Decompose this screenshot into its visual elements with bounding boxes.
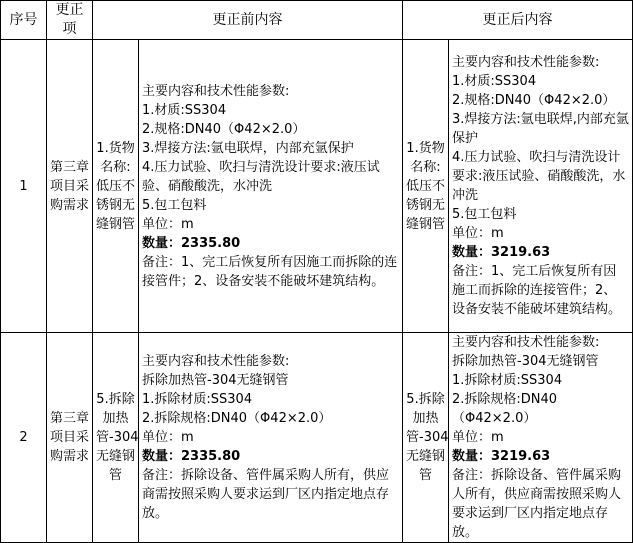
before-goods-name: 5.拆除加热管-304无缝钢管 — [93, 333, 139, 543]
content-line: 4.压力试验、吹扫与清洗设计要求:液压试验、硝酸酸洗，水冲洗 — [142, 159, 380, 194]
before-content — [139, 40, 403, 333]
correction-item: 第三章项目采购需求 — [47, 40, 93, 333]
remark-line: 备注：拆除设备、管件属采购人所有，供应商需按照采购人要求运到厂区内指定地点存放。 — [142, 468, 390, 521]
before-content — [139, 333, 403, 543]
row-number: 1 — [1, 40, 47, 333]
header-after: 更正后内容 — [403, 1, 633, 40]
content-line: 1.材质:SS304 — [452, 74, 537, 89]
content-line: 主要内容和技术性能参数: — [452, 55, 600, 70]
header-row — [1, 1, 633, 40]
content-line: 主要内容和技术性能参数: — [452, 335, 600, 350]
content-line: 3.焊接方法:氩电联焊,内部充氩保护 — [452, 112, 629, 146]
content-line: 3.焊接方法:氩电联焊，内部充氩保护 — [142, 140, 354, 156]
remark-line: 备注：1、完工后恢复所有因施工而拆除的连接管件；2、设备安装不能破坏建筑结构。 — [452, 264, 622, 317]
remark-line: 备注：1、完工后恢复所有因施工而拆除的连接管件；2、设备安装不能破坏建筑结构。 — [142, 254, 398, 289]
header-item: 更正项 — [47, 1, 93, 40]
after-goods-name: 5.拆除加热管-304无缝钢管 — [403, 333, 449, 543]
content-line: 1.材质:SS304 — [142, 102, 227, 118]
quantity-line: 数量：2335.80 — [142, 449, 241, 464]
content-line: 2.拆除规格:DN40（Φ42×2.0） — [142, 411, 332, 426]
quantity-line: 数量：3219.63 — [452, 449, 551, 464]
content-line: 单位：m — [142, 216, 194, 232]
content-line: 主要内容和技术性能参数: — [142, 83, 290, 99]
content-line: 拆除加热管-304无缝钢管 — [452, 354, 599, 369]
content-line: 拆除加热管-304无缝钢管 — [142, 373, 289, 388]
content-line: 4.压力试验、吹扫与清洗设计要求:液压试验、硝酸酸洗，水冲洗 — [452, 150, 626, 203]
after-content — [449, 333, 633, 543]
content-line: 2.拆除规格:DN40（Φ42×2.0） — [452, 392, 558, 426]
quantity-line: 数量：2335.80 — [142, 235, 241, 251]
content-line: 5.包工包料 — [142, 197, 207, 213]
content-line: 单位：m — [452, 226, 504, 241]
after-goods-name: 1.货物名称:低压不锈钢无缝钢管 — [403, 40, 449, 333]
content-line: 单位：m — [452, 430, 504, 445]
content-line: 2.规格:DN40（Φ42×2.0） — [452, 93, 616, 108]
header-no: 序号 — [1, 1, 47, 40]
row-number: 2 — [1, 333, 47, 543]
content-line: 主要内容和技术性能参数: — [142, 354, 290, 369]
content-line: 1.拆除材质:SS304 — [452, 373, 563, 388]
content-line: 2.规格:DN40（Φ42×2.0） — [142, 121, 306, 137]
remark-line: 备注：拆除设备、管件属采购人所有，供应商需按照采购人要求运到厂区内指定地点存放。 — [452, 468, 622, 540]
after-content — [449, 40, 633, 333]
header-before: 更正前内容 — [93, 1, 403, 40]
content-line: 1.拆除材质:SS304 — [142, 392, 253, 407]
quantity-line: 数量：3219.63 — [452, 245, 551, 260]
content-line: 5.包工包料 — [452, 207, 517, 222]
correction-item: 第三章项目采购需求 — [47, 333, 93, 543]
table-row — [1, 40, 633, 333]
before-goods-name: 1.货物名称:低压不锈钢无缝钢管 — [93, 40, 139, 333]
table-row — [1, 333, 633, 543]
content-line: 单位：m — [142, 430, 194, 445]
